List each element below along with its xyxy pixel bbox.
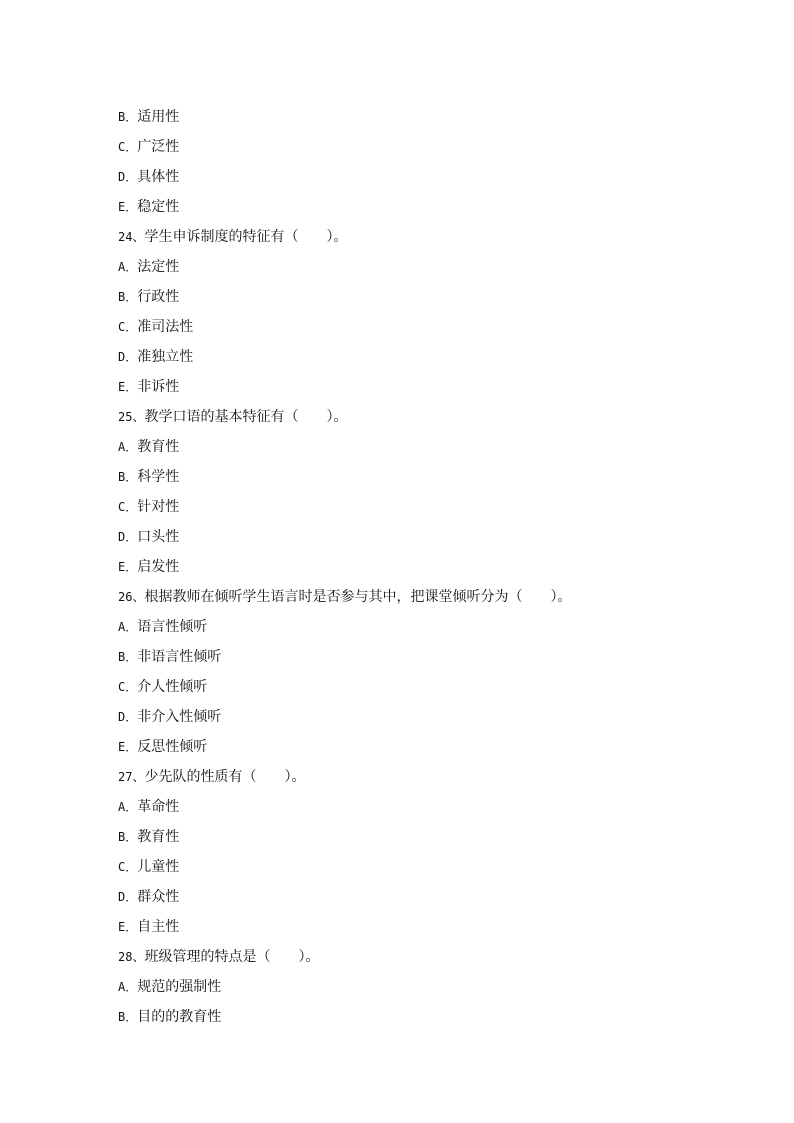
option-line xyxy=(118,887,571,917)
option-label: A． xyxy=(118,260,138,274)
option-label: E． xyxy=(118,380,138,394)
option-label: D． xyxy=(118,890,138,904)
question-text: 少先队的性质有（ ）。 xyxy=(144,769,306,785)
option-line xyxy=(118,1007,571,1037)
option-line xyxy=(118,377,571,407)
option-line xyxy=(118,797,571,827)
option-line xyxy=(118,677,571,707)
option-label: D． xyxy=(118,710,138,724)
option-label: E． xyxy=(118,560,138,574)
option-text: 科学性 xyxy=(137,469,180,485)
question-line xyxy=(118,947,571,977)
option-text: 语言性倾听 xyxy=(137,619,208,635)
option-text: 目的的教育性 xyxy=(137,1009,222,1025)
option-text: 启发性 xyxy=(137,559,180,575)
option-line xyxy=(118,167,571,197)
option-line xyxy=(118,257,571,287)
option-text: 介人性倾听 xyxy=(137,679,208,695)
option-label: D． xyxy=(118,530,138,544)
option-line xyxy=(118,107,571,137)
option-text: 革命性 xyxy=(137,799,180,815)
question-text: 学生申诉制度的特征有（ ）。 xyxy=(144,229,348,245)
option-label: A． xyxy=(118,620,138,634)
option-label: C． xyxy=(118,140,138,154)
option-label: C． xyxy=(118,860,138,874)
question-number: 28、 xyxy=(118,950,145,964)
option-text: 准独立性 xyxy=(137,349,194,365)
option-text: 非语言性倾听 xyxy=(137,649,222,665)
option-line xyxy=(118,467,571,497)
option-label: C． xyxy=(118,320,138,334)
option-text: 教育性 xyxy=(137,439,180,455)
question-line xyxy=(118,587,571,617)
option-text: 教育性 xyxy=(137,829,180,845)
option-text: 法定性 xyxy=(137,259,180,275)
option-text: 广泛性 xyxy=(137,139,180,155)
option-text: 针对性 xyxy=(137,499,180,515)
question-line xyxy=(118,227,571,257)
option-text: 自主性 xyxy=(137,919,180,935)
question-number: 24、 xyxy=(118,230,145,244)
option-text: 稳定性 xyxy=(137,199,180,215)
option-text: 准司法性 xyxy=(137,319,194,335)
question-number: 26、 xyxy=(118,590,145,604)
option-label: B． xyxy=(118,110,138,124)
option-text: 反思性倾听 xyxy=(137,739,208,755)
option-text: 适用性 xyxy=(137,109,180,125)
option-line xyxy=(118,197,571,227)
option-text: 规范的强制性 xyxy=(137,979,222,995)
question-line xyxy=(118,767,571,797)
option-line xyxy=(118,557,571,587)
option-line xyxy=(118,497,571,527)
option-line xyxy=(118,317,571,347)
option-label: A． xyxy=(118,800,138,814)
option-line xyxy=(118,857,571,887)
option-label: B． xyxy=(118,650,138,664)
option-line xyxy=(118,137,571,167)
option-label: A． xyxy=(118,440,138,454)
option-label: E． xyxy=(118,920,138,934)
question-text: 教学口语的基本特征有（ ）。 xyxy=(144,409,348,425)
option-text: 非介入性倾听 xyxy=(137,709,222,725)
option-text: 口头性 xyxy=(137,529,180,545)
option-line xyxy=(118,617,571,647)
option-line xyxy=(118,647,571,677)
option-label: D． xyxy=(118,350,138,364)
option-line xyxy=(118,977,571,1007)
option-line xyxy=(118,347,571,377)
option-line xyxy=(118,707,571,737)
option-label: E． xyxy=(118,740,138,754)
option-line xyxy=(118,737,571,767)
question-line xyxy=(118,407,571,437)
option-label: A． xyxy=(118,980,138,994)
question-list xyxy=(118,107,571,1037)
question-text: 班级管理的特点是（ ）。 xyxy=(144,949,320,965)
option-label: B． xyxy=(118,470,138,484)
option-line xyxy=(118,917,571,947)
option-line xyxy=(118,527,571,557)
question-number: 27、 xyxy=(118,770,145,784)
option-line xyxy=(118,287,571,317)
option-label: D． xyxy=(118,170,138,184)
option-line xyxy=(118,437,571,467)
option-label: C． xyxy=(118,500,138,514)
option-text: 行政性 xyxy=(137,289,180,305)
option-label: B． xyxy=(118,290,138,304)
question-text: 根据教师在倾听学生语言时是否参与其中，把课堂倾听分为（ ）。 xyxy=(144,589,572,605)
question-number: 25、 xyxy=(118,410,145,424)
option-label: B． xyxy=(118,1010,138,1024)
option-label: B． xyxy=(118,830,138,844)
option-text: 儿童性 xyxy=(137,859,180,875)
option-label: C． xyxy=(118,680,138,694)
option-line xyxy=(118,827,571,857)
option-text: 非诉性 xyxy=(137,379,180,395)
option-text: 具体性 xyxy=(137,169,180,185)
option-label: E． xyxy=(118,200,138,214)
option-text: 群众性 xyxy=(137,889,180,905)
